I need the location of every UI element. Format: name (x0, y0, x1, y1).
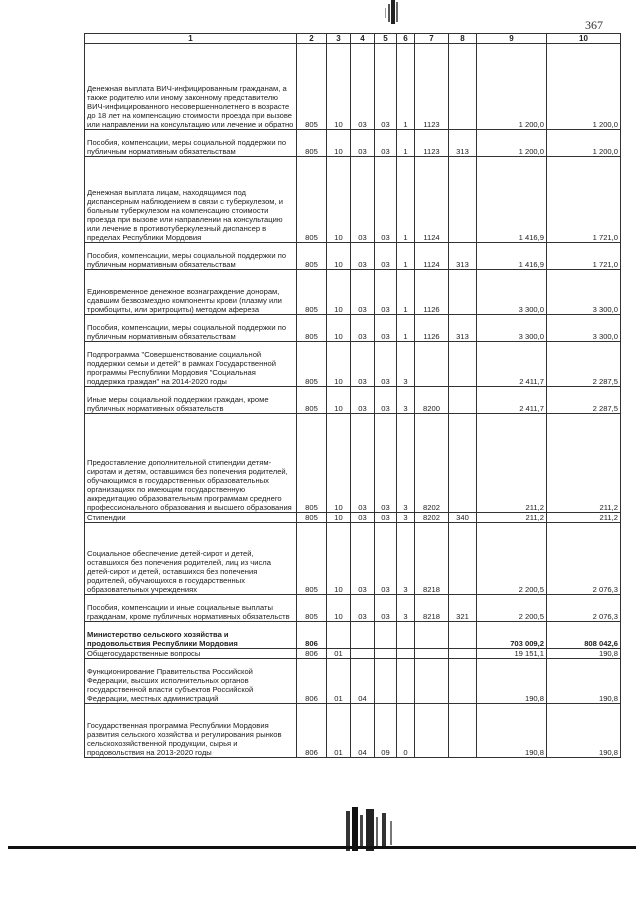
row-name-cell: Стипендии (85, 513, 297, 523)
table-row (85, 622, 621, 649)
cell-c7 (415, 704, 449, 758)
table-row (85, 595, 621, 622)
row-name-cell: Иные меры социальной поддержки граждан, кроме публичных нормативных обязательств (85, 387, 297, 414)
cell-c5: 03 (375, 387, 397, 414)
cell-c10: 2 076,3 (547, 523, 621, 595)
cell-c5: 09 (375, 704, 397, 758)
cell-c9: 211,2 (477, 414, 547, 513)
cell-c8: 313 (449, 243, 477, 270)
cell-c7: 1123 (415, 130, 449, 157)
cell-c8 (449, 387, 477, 414)
cell-c6: 3 (397, 414, 415, 513)
cell-c4: 03 (351, 315, 375, 342)
cell-c6: 1 (397, 130, 415, 157)
cell-c5: 03 (375, 523, 397, 595)
cell-c4: 03 (351, 130, 375, 157)
cell-c8 (449, 649, 477, 659)
row-name-cell: Функционирование Правительства Российской Федерации, высших исполнительных органов государственной власти субъектов Российской Федерации, местных администраций (85, 659, 297, 704)
cell-c5 (375, 649, 397, 659)
cell-c10: 190,8 (547, 649, 621, 659)
cell-c8 (449, 704, 477, 758)
cell-c6: 3 (397, 387, 415, 414)
table-row (85, 130, 621, 157)
cell-c7: 1124 (415, 243, 449, 270)
cell-c8: 313 (449, 130, 477, 157)
cell-c2: 805 (297, 243, 327, 270)
cell-c6: 1 (397, 44, 415, 130)
column-header-7: 7 (415, 34, 449, 44)
cell-c7: 8218 (415, 595, 449, 622)
cell-c3: 10 (327, 414, 351, 513)
cell-c4: 04 (351, 659, 375, 704)
cell-c3: 10 (327, 523, 351, 595)
cell-c10: 3 300,0 (547, 315, 621, 342)
table-row (85, 523, 621, 595)
cell-c3: 10 (327, 387, 351, 414)
cell-c5: 03 (375, 315, 397, 342)
cell-c2: 805 (297, 595, 327, 622)
cell-c3: 10 (327, 315, 351, 342)
table-row (85, 270, 621, 315)
cell-c3: 01 (327, 704, 351, 758)
cell-c6: 0 (397, 704, 415, 758)
cell-c10: 211,2 (547, 414, 621, 513)
table-row (85, 44, 621, 130)
row-name-cell: Государственная программа Республики Мордовия развития сельского хозяйства и регулирования рынков сельскохозяйственной продукции, сырья и продовольствия на 2013-2020 годы (85, 704, 297, 758)
cell-c8 (449, 414, 477, 513)
cell-c6 (397, 649, 415, 659)
cell-c3: 10 (327, 243, 351, 270)
cell-c9: 3 300,0 (477, 270, 547, 315)
cell-c7 (415, 659, 449, 704)
cell-c4: 03 (351, 342, 375, 387)
cell-c5: 03 (375, 130, 397, 157)
cell-c5: 03 (375, 44, 397, 130)
cell-c3: 01 (327, 649, 351, 659)
table-row (85, 387, 621, 414)
cell-c9: 703 009,2 (477, 622, 547, 649)
cell-c5: 03 (375, 595, 397, 622)
cell-c2: 805 (297, 387, 327, 414)
table-row (85, 704, 621, 758)
cell-c2: 805 (297, 315, 327, 342)
cell-c2: 806 (297, 659, 327, 704)
column-header-2: 2 (297, 34, 327, 44)
column-header-4: 4 (351, 34, 375, 44)
cell-c3: 10 (327, 342, 351, 387)
cell-c6: 3 (397, 342, 415, 387)
cell-c9: 190,8 (477, 704, 547, 758)
cell-c7: 1124 (415, 157, 449, 243)
page-number: 367 (585, 18, 603, 32)
cell-c2: 805 (297, 130, 327, 157)
cell-c4 (351, 622, 375, 649)
cell-c10: 190,8 (547, 659, 621, 704)
cell-c8 (449, 270, 477, 315)
cell-c4: 03 (351, 387, 375, 414)
cell-c4: 04 (351, 704, 375, 758)
table-row (85, 243, 621, 270)
table-row (85, 157, 621, 243)
cell-c5: 03 (375, 414, 397, 513)
cell-c7: 8202 (415, 513, 449, 523)
row-name-cell: Денежная выплата ВИЧ-инфицированным гражданам, а также родителю или иному законному представителю ВИЧ-инфицированного несовершеннолетнего в возрасте до 18 лет на компенсацию стоимости проезда при вызове или направлении на консультацию или лечение и обратно (85, 44, 297, 130)
column-header-1: 1 (85, 34, 297, 44)
cell-c2: 805 (297, 414, 327, 513)
table-row (85, 649, 621, 659)
cell-c4: 03 (351, 243, 375, 270)
cell-c3: 10 (327, 595, 351, 622)
column-header-5: 5 (375, 34, 397, 44)
cell-c6: 1 (397, 315, 415, 342)
budget-table (84, 33, 621, 758)
cell-c9: 1 416,9 (477, 157, 547, 243)
cell-c10: 808 042,6 (547, 622, 621, 649)
cell-c5: 03 (375, 243, 397, 270)
bottom-border-line (8, 846, 636, 849)
cell-c4: 03 (351, 523, 375, 595)
cell-c6 (397, 659, 415, 704)
cell-c9: 2 411,7 (477, 342, 547, 387)
cell-c7 (415, 622, 449, 649)
scan-artifact-top (382, 0, 402, 28)
cell-c5 (375, 622, 397, 649)
table-row (85, 414, 621, 513)
row-name-cell: Пособия, компенсации, меры социальной поддержки по публичным нормативным обязательствам (85, 243, 297, 270)
cell-c2: 805 (297, 270, 327, 315)
cell-c2: 806 (297, 704, 327, 758)
cell-c4: 03 (351, 157, 375, 243)
cell-c8 (449, 342, 477, 387)
cell-c6: 3 (397, 595, 415, 622)
table-body (85, 44, 621, 758)
cell-c4 (351, 649, 375, 659)
column-header-8: 8 (449, 34, 477, 44)
cell-c7 (415, 342, 449, 387)
cell-c6: 1 (397, 270, 415, 315)
cell-c9: 1 200,0 (477, 130, 547, 157)
row-name-cell: Социальное обеспечение детей-сирот и детей, оставшихся без попечения родителей, лиц из числа детей-сирот и детей, оставшихся без попечения родителей, обучающихся в государственных образовательных учреждениях (85, 523, 297, 595)
cell-c7: 1126 (415, 270, 449, 315)
cell-c8 (449, 157, 477, 243)
cell-c8: 313 (449, 315, 477, 342)
cell-c8 (449, 622, 477, 649)
cell-c7 (415, 649, 449, 659)
cell-c6: 1 (397, 157, 415, 243)
cell-c2: 805 (297, 157, 327, 243)
cell-c5: 03 (375, 157, 397, 243)
row-name-cell: Подпрограмма "Совершенствование социальной поддержки семьи и детей" в рамках Государственной программы Республики Мордовия "Социальная поддержка граждан" на 2014-2020 годы (85, 342, 297, 387)
cell-c10: 1 721,0 (547, 243, 621, 270)
cell-c4: 03 (351, 513, 375, 523)
row-name-cell: Пособия, компенсации, меры социальной поддержки по публичным нормативным обязательствам (85, 130, 297, 157)
table-header-row (85, 34, 621, 44)
cell-c10: 2 287,5 (547, 387, 621, 414)
cell-c10: 1 721,0 (547, 157, 621, 243)
row-name-cell: Единовременное денежное вознаграждение донорам, сдавшим безвозмездно компоненты крови (плазму или тромбоциты, или эритроциты) методом афереза (85, 270, 297, 315)
cell-c7: 1123 (415, 44, 449, 130)
cell-c10: 1 200,0 (547, 44, 621, 130)
cell-c9: 2 200,5 (477, 523, 547, 595)
table-row (85, 659, 621, 704)
cell-c8: 340 (449, 513, 477, 523)
cell-c3: 10 (327, 157, 351, 243)
cell-c2: 806 (297, 649, 327, 659)
cell-c3: 01 (327, 659, 351, 704)
column-header-6: 6 (397, 34, 415, 44)
cell-c8 (449, 44, 477, 130)
cell-c9: 211,2 (477, 513, 547, 523)
row-name-cell: Министерство сельского хозяйства и продовольствия Республики Мордовия (85, 622, 297, 649)
table-row (85, 342, 621, 387)
cell-c9: 2 411,7 (477, 387, 547, 414)
cell-c2: 805 (297, 523, 327, 595)
cell-c6: 3 (397, 513, 415, 523)
table-row (85, 315, 621, 342)
row-name-cell: Предоставление дополнительной стипендии детям-сиротам и детям, оставшимся без попечения родителей, обучающимся в государственных образовательных организациях по имеющим государственную аккредитацию образовательным программам среднего профессионального образования и высшего образования (85, 414, 297, 513)
cell-c2: 806 (297, 622, 327, 649)
cell-c9: 190,8 (477, 659, 547, 704)
cell-c5: 03 (375, 270, 397, 315)
cell-c9: 1 416,9 (477, 243, 547, 270)
cell-c6: 1 (397, 243, 415, 270)
cell-c5: 03 (375, 342, 397, 387)
cell-c10: 1 200,0 (547, 130, 621, 157)
cell-c5: 03 (375, 513, 397, 523)
cell-c10: 190,8 (547, 704, 621, 758)
cell-c4: 03 (351, 270, 375, 315)
cell-c3: 10 (327, 130, 351, 157)
cell-c10: 2 287,5 (547, 342, 621, 387)
cell-c2: 805 (297, 342, 327, 387)
column-header-9: 9 (477, 34, 547, 44)
cell-c7: 1126 (415, 315, 449, 342)
cell-c10: 2 076,3 (547, 595, 621, 622)
row-name-cell: Общегосударственные вопросы (85, 649, 297, 659)
cell-c7: 8200 (415, 387, 449, 414)
column-header-10: 10 (547, 34, 621, 44)
cell-c9: 19 151,1 (477, 649, 547, 659)
cell-c2: 805 (297, 513, 327, 523)
cell-c4: 03 (351, 595, 375, 622)
cell-c5 (375, 659, 397, 704)
cell-c6: 3 (397, 523, 415, 595)
cell-c8: 321 (449, 595, 477, 622)
cell-c4: 03 (351, 414, 375, 513)
table-row (85, 513, 621, 523)
cell-c6 (397, 622, 415, 649)
cell-c3 (327, 622, 351, 649)
cell-c8 (449, 523, 477, 595)
cell-c3: 10 (327, 270, 351, 315)
cell-c3: 10 (327, 44, 351, 130)
cell-c7: 8218 (415, 523, 449, 595)
row-name-cell: Пособия, компенсации и иные социальные выплаты гражданам, кроме публичных нормативных обязательств (85, 595, 297, 622)
cell-c10: 3 300,0 (547, 270, 621, 315)
cell-c4: 03 (351, 44, 375, 130)
cell-c3: 10 (327, 513, 351, 523)
cell-c9: 1 200,0 (477, 44, 547, 130)
cell-c10: 211,2 (547, 513, 621, 523)
cell-c9: 2 200,5 (477, 595, 547, 622)
cell-c2: 805 (297, 44, 327, 130)
column-header-3: 3 (327, 34, 351, 44)
cell-c8 (449, 659, 477, 704)
cell-c7: 8202 (415, 414, 449, 513)
cell-c9: 3 300,0 (477, 315, 547, 342)
row-name-cell: Пособия, компенсации, меры социальной поддержки по публичным нормативным обязательствам (85, 315, 297, 342)
row-name-cell: Денежная выплата лицам, находящимся под диспансерным наблюдением в связи с туберкулезом, и больным туберкулезом на компенсацию стоимости проезда при вызове или направлении на консультацию или лечение в противотуберкулезный диспансер в пределах Республики Мордовия (85, 157, 297, 243)
